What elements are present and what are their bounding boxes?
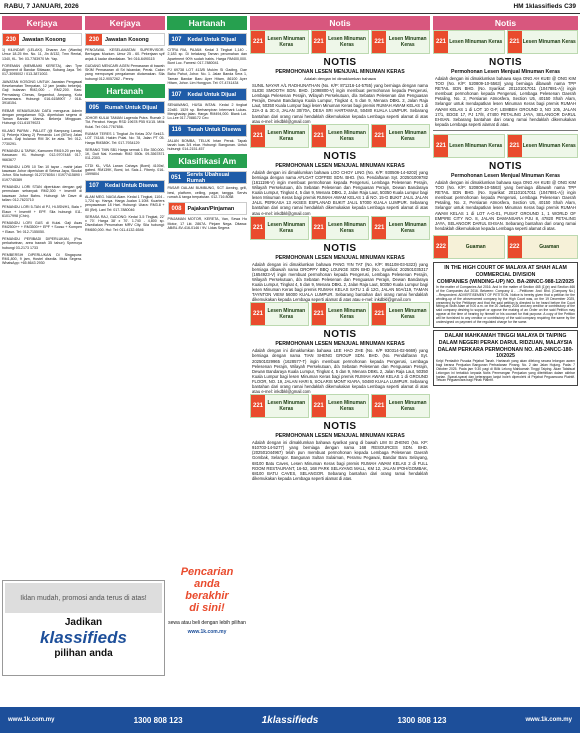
notice-subtitle: PERMOHONAN LESEN MENJUAL MINUMAN KERAS xyxy=(275,69,405,75)
page-header xyxy=(0,0,580,14)
court-notice xyxy=(433,262,578,328)
category-number: 107 xyxy=(169,89,185,100)
notice-list xyxy=(250,30,430,481)
klasifikasi-header: Klasifikasi Am xyxy=(168,154,248,168)
category-number: 221 xyxy=(434,135,448,157)
kerjaya-ads xyxy=(2,48,82,266)
category-name: Pajakan/Pinjaman xyxy=(187,205,235,212)
category-label: Lesen Minuman Keras xyxy=(388,308,427,321)
page-footer xyxy=(0,707,580,733)
notis-header: Notis xyxy=(250,16,430,30)
guaman-category xyxy=(433,235,505,259)
property-body: Kelpi Pentadbir Pusaka Pejabat Tanah. Hartanah yang akan dilelong secara lelongan awam bagi kerana Penjualan Bangunan Perbadanan Pinang. No. 2 dan Jalan Hujung. Pada: 7 Oktober 2025. Pada jam 9.30 pagi di Bilik Lelong Mahkamah Tinggi Taiping. Akan Tatabuat Lelongan ini tertakluk kepada Notis Penerangan Penjualan yang diterbitkan dalam akhbar harian. Syarat-syarat dan keterangan lanjut boleh diperolehi di Pejabat Peguamcara Plaintif. Tetuan Peguamcara bagi Pihak Plaintif. xyxy=(436,358,575,383)
list-item: SERANG TMN SB1 Harga semak 1 Ekr 350,000. 1K, Duit Nal. Kontrak: RM2 550k. 09-3567871 011-2303. xyxy=(85,147,165,161)
list-item: ALAM MEG. NAGA Alam. Kedai 1 Tingkat, 1104 - 1,724 sp. Hanya. Harga Jualan 1.10M. Kuarters penyawawan 18 Hari. Hubungi: Utara: RM3.8 + 80 (Brt). Lani Tel: 017-7880046 xyxy=(85,194,165,212)
category-number: 221 xyxy=(312,217,326,239)
page-section-title: HM 1klassifieds C39 xyxy=(513,3,576,10)
notice-title: NOTIS xyxy=(323,329,357,341)
notice-category-row xyxy=(433,134,578,158)
notice-category xyxy=(371,30,430,54)
notice-body: Adalah dengan ini dimaklumkan bahawa saya ONG AH KUEI @ ONG KIM TOO (No. K/P: 520809-10-5563) yang berniaga dibawah nama TPP RETAIL SDN BHD. (No. Syarikat: 201101017011 (1047881-A)) ingin membuat permohonan kepada Pengerusi, Lembaga Pelesenan Daerah Petaling, No. 2, Persiaran Atmosfera, Section U5, 40150 Shah Alam, Selangor untuk mendapatkan lesen Minuman Keras bagi premis RUMAH AWAM KELAS 1 di LOT 10 G-F, LEMBEH GROUND 3, NO 105, JALAN 17/1, EDGE 17, PJ 17/8, 47400 PETALING JAYA, SELANGOR DARUL EHSAN. Sebarang bantahan dari orang ramai hendaklah dikemukakan kepada Lembaga seperti alamat di atas. xyxy=(435,76,576,127)
right-notis-column xyxy=(433,16,578,711)
banner-subtitle: pilihan anda xyxy=(54,648,113,659)
list-item: JAWATAN KOSONG UNTUK Jawatan Pengawal Keselamatan Tempatan, 12 jam (waktu bekerja). Gaji bulanan RM2,000 - RM2,200. Kaw: Permatang Cheras, Segambut, Ampang, Kota Damansara. Hubungi: 016-6158907 / 018-3918154. xyxy=(2,79,82,106)
banner-sub: sewa atau beli dengan lebih pilihan xyxy=(168,620,246,626)
notice-title: NOTIS xyxy=(488,57,523,68)
notice-title: NOTIS xyxy=(323,150,357,162)
category-number: 221 xyxy=(251,125,265,147)
notice-body: Adalah dengan ini dimaklumkan bahawa syarikat yang di bawah LIM SI ZHENG (No. KP: 910703-14-5277) yang berniaga dengan nama 168 RESOURCES SDN. BHD. (202501044967) telah pun membuat permohonan kepada Lembaga Pelesenan Daerah Gombak, Selangor. Bangunan Sultan Sulaiman, Peramu Pegawai, Bandar Baru Selayang, 68100 Batu Caves, Lesen Minuman Keras bagi premis RUMAH AWAM KELAS 2 di FULL ROOM RESTAURANT, 16-52, 168 PARK SELAYANG MALL, KM 12, JALAN IPOH/GOMBAK, 68100 BATU CAVES, SELANGOR. Sebarang bantahan dari orang ramai hendaklah dikemukakan kepada Lembaga seperti alamat di atas. xyxy=(252,440,428,481)
notice-category xyxy=(250,216,309,240)
list-item: PEMANDU LORI GAS di Kulai. Gaji Asas RM2500++ + RM3500++ EPF + Socso + Kompen + Elaun. Tel: 012-7155050. xyxy=(2,221,82,234)
property-title: DALAM MAHKAMAH TINGGI MALAYA DI TAIPING xyxy=(444,332,567,339)
notice-subtitle: PERMOHONAN LESEN MENJUAL MINUMAN KERAS xyxy=(275,254,405,261)
footer-site-left[interactable]: www.1k.com.my xyxy=(8,717,55,723)
property-title: DALAM NEGERI PERAK DARUL RIDZUAN, MALAYSIA xyxy=(438,339,573,346)
category-name: Rumah Untuk Dijual xyxy=(105,104,158,111)
category-label: Lesen Minuman Keras xyxy=(522,142,576,149)
banner-tagline: Jadikan xyxy=(64,617,103,628)
notice-category xyxy=(311,394,370,418)
guaman-category xyxy=(507,235,579,259)
category-label: Lesen Minuman Keras xyxy=(388,36,427,48)
category-name: Tanah Untuk Disewa xyxy=(187,127,241,134)
notice-title: NOTIS xyxy=(323,57,357,68)
court-body: In the matter of Companies Act 2016. And In the matter of Section 465 (1)(e) and Section 466 of the Companies Act 2016. Between: Company A - ...Petitioner. And: Bhd. (Company No.) ...Respondent. ADVERTISEMENT OF PETITION. Notice is hereby given that a petition for the winding-up of the abovenamed company by the High Court was, on the 19 December 2025, presented by the Petitioner and that the said petition is directed to be heard before the Court sitting at Shah Alam at 9.00 a.m. on the 20 January 2026 and any creditor or contributory of the said company desiring to support or oppose the making of an Order on the said Petition may appear at the time of hearing by himself or his counsel for that purpose. A copy of the Petition will be furnished to any creditor or contributory of the said company requiring the same by the undersigned on payment of the regulated charge for the same. xyxy=(436,284,575,325)
notice-body: Adalah dengan ini dimaklumkan bahawa LEE HAO ZHE (No. K/P 930314-02-5669) yang berniaga dengan nama TIAN SHENG GROUP SDN. BHD. (No. Pendaftaran Syt. 202501029965 (1628577-T) ingin membuat permohonan kepada Pengerusi, Lembaga Pelesenan Perajin, Wilayah Persekutuan, d/a Sebatan Pelesenan dan Penguasan Perajin, Dewan Bandaraya Kuala Lumpur, Tingkat 4, 5 dan 9, Menara DBKL 2, Jalan Raja Laut, 50350 Kuala Lumpur bagi lesen Minuman Keras bagi premis RUMAH AWAM KELAS 1 di GROUND FLOOR, NO. 19, JALAN HARI 5, SOLARIS MONT KIARA, 50480 KUALA LUMPUR. Sebarang bantahan dari orang ramai hendaklah dikemukakan kepada Lembaga seperti alamat di atas atau e-mel: inkdbkl@gmail.com xyxy=(252,348,428,395)
list-item: PINJAMAN MOTOR, KERETA, Van, Sewa Ho Motor, 17 Lkt. 2867A. Pinjam Nega. Ditawa: AB/BL 8V-416-0146 / 9V. Lidas Segera xyxy=(167,217,247,230)
list-item: GUDANG MENCARI AGEN Pemasaran di bawah SKIM Pemasaran di Sri Iskandar, Perak. Calon yang mempunyai pengalaman diutamakan. Sila hubungi 012-9057262 - Penny. xyxy=(85,63,165,81)
category-label: Lesen Minuman Keras xyxy=(328,400,366,413)
notice-subtitle: PERMOHONAN LESEN MENJUAL MINUMAN KERAS xyxy=(275,162,405,169)
category-label: Lesen Minuman Keras xyxy=(328,308,366,321)
list-item: FOREMAN (MEMBAIKI KERETA), dan Tyre Alignment di Bandar Sitiawan, Subang Jaya. Tel: 017-3095002 / 013-3871002. xyxy=(2,63,82,77)
list-item: PENGAWAL KESELAMATAN SUPERVISOR. Bertugas: Muzium. Umur 25 - 60. Pekerjaan syif anjak & kadar disediakan. Tel: 016-6490115 xyxy=(85,48,165,61)
category-number: 221 xyxy=(372,303,386,325)
notice-category xyxy=(250,30,309,54)
list-item: PEMANDU LORI 5-TAN di PJ, Hi-5SN/H1, Bala + Elaun + Insentif + EPF. Sila hubungi: 011-61017998 (Chin). xyxy=(2,205,82,218)
kerjaya-header-2: Kerjaya xyxy=(85,16,165,30)
notice-category-row xyxy=(250,216,430,240)
notice-category-row xyxy=(250,30,430,54)
category-number: 221 xyxy=(372,31,386,53)
list-item: 1) KILINDAR (LELAKI). Dharan Am (Wanita) Umur 18-25 thn. No. 11, Jln 8/132, Tmn Rental, 1340, KL. Tel: 03-7783970 Mr. Yap. xyxy=(2,48,82,61)
category-label: Lesen Minuman Keras xyxy=(388,221,427,234)
category-label: Lesen Minuman Keras xyxy=(267,400,306,413)
notis-header-2: Notis xyxy=(433,16,578,30)
category-jawatan-kosong xyxy=(2,33,82,46)
notice-category-row xyxy=(433,30,578,54)
notice-category xyxy=(507,30,579,54)
court-division: COMMERCIAL DIVISION xyxy=(475,271,536,278)
banner-brand: klassifieds xyxy=(40,628,127,647)
list-item: PEMBERSIH DIPERLUKAN Di Singapura: RM1,800, 9 jam, Hostel disedia. Mula Segera. WhatsApp: +65 8643 2930 xyxy=(2,252,82,266)
notice-subtitle: PERMOHONAN LESEN MENJUAL MINUMAN KERAS xyxy=(275,433,405,440)
banner-site: www.1k.com.my xyxy=(187,629,227,635)
property-notice xyxy=(433,330,578,386)
notice-category xyxy=(250,394,309,418)
hartanah-column xyxy=(85,16,247,576)
notice-category-row xyxy=(250,302,430,326)
notice-category xyxy=(507,134,579,158)
category-label: Lesen Minuman Keras xyxy=(267,36,306,48)
list-item: RUMAH TERES 1 Tingkat Jln Kelas 20V Sek13. LOT 74148. Hakim Pulai. No: 78, Jalan PT 05. Harga RM380K. Tel: 017-7934129 xyxy=(85,131,165,145)
category-label: Lesen Minuman Keras xyxy=(267,308,306,321)
banner-line: Pencarian xyxy=(180,566,234,578)
banner-image xyxy=(5,583,162,613)
list-item: PEMANDU LORI 10 Tan 10 tayar - mahir jalan kawasan Johor diperlukan di Selesa Jaya, Skudai Johor. Sila hubungi: 0127278054 / 01977415890 / 0197745389 xyxy=(2,164,82,182)
category-jawatan-kosong-2 xyxy=(85,33,165,46)
category-number: 230 xyxy=(86,34,102,45)
list-item: REBAR KEMASUKAN DATA mengurus Admin dengan pengalaman SQL diperlukan segera di Taman Bandar Utama. Bekerja Mingguan. Hubungi: 011-61579023 xyxy=(2,108,82,126)
category-number: 221 xyxy=(251,303,265,325)
hartanah-header: Hartanah xyxy=(167,16,247,30)
list-item: SERASA RAJ, GADONG: Kedai 3-5 Tingkat, 22' x 70'. Harga 38' x 70'. 1.740 - 4,800 sp. Disediakan Perumahan MRV City. Sila hubungi: RM650,000. Hui: Tel: 011-4132-6546 xyxy=(85,214,165,232)
notice-title: NOTIS xyxy=(488,160,523,172)
category-label: Lesen Minuman Keras xyxy=(267,221,306,234)
notice-title: NOTIS xyxy=(323,242,357,254)
banner-line: anda xyxy=(194,578,220,590)
category-number: 221 xyxy=(372,217,386,239)
notice-category xyxy=(311,302,370,326)
category-label: Lesen Minuman Keras xyxy=(388,129,427,142)
notice-category-row xyxy=(250,394,430,418)
notice-category xyxy=(433,30,505,54)
banner-promo-text: Iklan mudah, promosi anda terus di atas! xyxy=(20,594,147,602)
category-number: 221 xyxy=(312,31,326,53)
footer-site-right[interactable]: www.1k.com.my xyxy=(525,717,572,723)
hartanah-subheader: Hartanah xyxy=(85,84,165,98)
list-item: SENAWANG, HUSA INTAN. Kedai 2 tingkat 22x80. 1529 sp. Berhampiran Intermark Lukas. Menghadap jalan. Harga: RM494,000. Blank Lot. Lo-Lee 017-7088172 Ceo xyxy=(167,103,247,121)
category-number: 230 xyxy=(3,34,19,45)
category-number: 051 xyxy=(169,172,184,183)
category-name: Kedai Untuk Dijual xyxy=(187,91,237,98)
divider xyxy=(433,130,578,131)
category-label: Lesen Minuman Keras xyxy=(328,221,366,234)
category-number: 221 xyxy=(251,217,265,239)
notice-category xyxy=(311,216,370,240)
category-label: Lesen Minuman Keras xyxy=(267,129,306,142)
category-label: Lesen Minuman Keras xyxy=(328,36,366,48)
category-name: Jawatan Kosong xyxy=(22,36,66,43)
category-tanah-disewa xyxy=(168,124,248,137)
page-date: RABU, 7 JANUARI, 2026 xyxy=(4,3,79,10)
list-item: JALAN BOMBA, TELUK Intan Perak. Tapak tanah luas 3/4 ekar. Hubungi: Bangunan. Untuk hubungi: 014-2151.457 xyxy=(167,138,247,152)
notice-category xyxy=(433,134,505,158)
category-label: Guaman xyxy=(539,243,560,250)
category-number: 221 xyxy=(312,303,326,325)
category-number: 221 xyxy=(372,125,386,147)
notice-body: Adalah dengan ini dimaklumkan bahawa LOO CHOY LING (No. K/P: 930506-14-6202) yang berniaga dengan nama AFLOAT COFFEE SDN. BHD. (No. Pendaftaran Syt. 202501009782 (1611196-V) ingin membuat permohonan kepada Pengerusi, Lembaga Pelesenan Perajin, Wilayah Persekutuan, d/a Sebatan Pelesenan dan Penguasan Perajin, Dewan Bandaraya Kuala Lumpur, Tingkat 4, 5 dan 9, Menara DBKL 2, Jalan Raja Laut, 50350 Kuala Lumpur bagi lesen Minuman Keras bagi premis RUMAH AWAM KELAS 1 di NO. 15-G BUKIT JALIL JALAN JALIL PERKASA 13 AKSES ESPLANAD BUKIT JALIL 57000 KUALA LUMPUR. Sebarang bantahan dari orang ramai hendaklah dikemukakan kepada Lembaga seperti alamat di atas atau e-mel: inkdbkl@gmail.com xyxy=(252,169,428,216)
category-number: 221 xyxy=(434,31,448,53)
list-item: KILANG PAPAN - PALLET (@ Kampung Lanas) 1) Pekerja Kilang 2) Pemandu Lori (BTon) Jalan Lanok. Gaji bulanan RM 3K ke atas. Tel: 012-7730291. xyxy=(2,128,82,146)
category-number: 008 xyxy=(169,203,185,214)
notice-category xyxy=(371,124,430,148)
banner-line: berakhir xyxy=(185,590,229,602)
category-label: Lesen Minuman Keras xyxy=(328,129,366,142)
notice-title: NOTIS xyxy=(323,421,357,433)
klassifieds-banner[interactable] xyxy=(2,580,165,676)
banner-line: di sini! xyxy=(189,602,225,614)
category-servis-ubahsuai xyxy=(168,171,248,184)
category-number: 222 xyxy=(434,236,448,258)
category-label: Lesen Minuman Keras xyxy=(522,39,576,45)
category-number: 107 xyxy=(86,181,102,192)
category-label: Guaman xyxy=(465,243,486,250)
list-item: CITRA RIA, PAJAM. Kedai 3 Tingkat 1,140 - 2,183 sp. Di belakang Taman perumahan dan Apartment 90% sudah habis. Harga RM400,000. Bunt Luc. Famesi: 017-7880041 xyxy=(167,48,247,65)
category-label: Lesen Minuman Keras xyxy=(449,39,503,45)
notice-category xyxy=(371,216,430,240)
notice-subtitle: Permohonan Lesen Menjual Minuman Keras xyxy=(451,69,560,75)
category-name: Kedai Untuk Dijual xyxy=(187,36,237,43)
category-kedai-dijual-2 xyxy=(168,88,248,101)
category-name: Jawatan Kosong xyxy=(105,36,149,43)
notice-subtitle: Permohonan Lesen Menjual Minuman Keras xyxy=(451,172,560,179)
category-number: 221 xyxy=(508,31,522,53)
category-number: 221 xyxy=(312,125,326,147)
court-title: IN THE HIGH COURT OF MALAYA AT SHAH ALAM xyxy=(444,264,567,271)
category-number: 107 xyxy=(169,34,185,45)
kerjaya-header: Kerjaya xyxy=(2,16,82,30)
list-item: PEMANDU & TAPAK, Kamunen RM19-20 per trip. Kawasan: KL Hubungi: 012-9707448 017-9663677 xyxy=(2,148,82,162)
list-item: PJ 69738 LOT 413/B Mukim Si Gading, Dae Bahu Pahut, Johor. No. 1. Jalan Banda Sera 1, Taman Bandar Baru Ayer Hitam, 86100 Ayer Hitam, Johor. Lim Hongyun. Tel: 07-4741434 xyxy=(167,68,247,86)
notice-body: Adalah dengan ini dimaklumkan bahawa PANG YIN TAT (No. K/P: 951108-03-5323) yang berniaga dibawah nama DROPPY BBQ LOUNGE SDN BHD (No. Syarikat: 202501035317 (1654923-V) ingin membuat permohonan kepada Pengerusi, Lembaga Pelesenan Perajin, Wilayah Persekutuan, d/a Sebatan Pelesenan dan Penguasan Perajin, Dewan Bandaraya Kuala Lumpur, Tingkat 4, 5 dan 9, Menara DBKL 2, Jalan Raja Laut, 50350 Kuala Lumpur bagi lesen Minuman Keras bagi premis RUMAH KELAS SATU 1 di 12G, JALAN 50A/119, TAMAN TAYNTON VIEW 56000 KUALA LUMPUR. Sebarang bantahan dari orang ramai hendaklah dikemukakan kepada Lembaga seperti alamat di atas atau e-mel: inkdbkl@gmail.com xyxy=(252,261,428,303)
category-number: 221 xyxy=(508,135,522,157)
category-rumah-dijual xyxy=(85,101,165,114)
notice-subtitle: PERMOHONAN LESEN MENJUAL MINUMAN KERAS xyxy=(275,341,405,348)
category-kedai-disewa xyxy=(85,180,165,193)
notice-category xyxy=(311,124,370,148)
notice-body: SUNIL NAYAR A/L RADHUNATHAN (No. K/P: 871216-14-5755) yang berniaga dengan nama SLIDE SMOOTH SDN. BHD. (1098800-V) ingin membuat permohonan kepada Pengerusi, Lembaga Pelesenan Perajin, Wilayah Persekutuan, d/a Sebatan Pelesenan dan Penguasan Perajin, Dewan Bandaraya Kuala Lumpur, Tingkat 4, 5 dan 9, Menara DBKL 2, Jalan Raja Laut, 50350 Kuala Lumpur bagi lesen Minuman Keras bagi premis RUMAH AWAM KELAS 1 di 22A-3 & 3C-3, JALAN 30/70A, DESA SRI HARTAMAS, 50480 KUALA LUMPUR. Sebarang bantahan dari orang ramai hendaklah dikemukakan kepada Lembaga seperti alamat di atas atau e-mel: inkdbkl@gmail.com xyxy=(252,83,428,124)
category-number: 221 xyxy=(372,395,386,417)
footer-phone-left[interactable]: 1300 808 123 xyxy=(133,715,183,725)
category-label: Lesen Minuman Keras xyxy=(388,400,427,413)
notice-category xyxy=(250,124,309,148)
notice-category xyxy=(311,30,370,54)
footer-brand: 1klassifieds xyxy=(261,714,319,726)
notice-intro: Adalah dengan ini dimaklumkan bahawa xyxy=(304,76,376,81)
list-item: JOHOR KULAI TAMAN Lagenda Putra. Rumah 2 Tkt. Perabot. Harga: RSD 19678 P55 91/15. Milik Kulai. Tel: 016-7767656. xyxy=(85,116,165,129)
notis-column xyxy=(250,16,430,711)
category-number: 116 xyxy=(169,125,185,136)
category-number: 221 xyxy=(312,395,326,417)
notice-body: Adalah dengan ini dimaklumkan bahawa saya ONG AH KUEI @ ONG KIM TOO (No. K/P: 520809-10-5563) yang berniaga dibawah nama TPP RETAIL SDN BHD. (No. Syarikat: 201101017011 (1047881-A)) ingin membuat permohonan kepada Pengerusi, Lembaga Pelesenan Daerah Petaling, No. 2, Persiaran Atmosfera, Section U5, 40150 Shah Alam, Selangor untuk mendapatkan lesen Minuman Keras bagi premis RUMAH AWAM KELAS 1 di LOT A-G-01, PUSAT GROUND 1, 1 WORLD OF EMPIRE CITY NO. 8, JALAN DAMANSARA PJU 8, 47820 PETALING JAYA, SELANGOR DARUL EHSAN. Sebarang bantahan dari orang ramai hendaklah dikemukakan kepada Lembaga seperti alamat di atas. xyxy=(435,179,576,231)
category-number: 095 xyxy=(86,102,102,113)
pencarian-banner[interactable] xyxy=(167,560,247,676)
footer-phone-right[interactable]: 1300 808 123 xyxy=(397,715,447,725)
property-title: DALAM PERKARA PERMOHONAN NO. AB-24NCC-180-10/2025 xyxy=(437,346,574,359)
category-pajakan xyxy=(168,202,248,215)
category-number: 221 xyxy=(251,395,265,417)
category-number: 221 xyxy=(251,31,265,53)
list-item: PEMANDU LORI STAN diperlukan dengan gaji permulaan sebanyak RM2,300 + insentif di kawasan Johor Bahru. Hubungi: Mr Dave di talian: 012-7623710 xyxy=(2,185,82,202)
category-label: Lesen Minuman Keras xyxy=(449,142,503,149)
list-item: PASAR DALAM BUMBUNG, SCT Awning, grill, besi, platform, ceiling, pagar, tangga. Servis rumah & tanga berpatutan. 012-716 8058 xyxy=(167,186,247,200)
notice-category xyxy=(371,302,430,326)
category-name: Servis Ubahsuai Rumah xyxy=(186,171,230,184)
category-name: Kedai Untuk Disewa xyxy=(105,183,158,190)
notice-category-row xyxy=(250,124,430,148)
guaman-row xyxy=(433,235,578,259)
notice-category xyxy=(371,394,430,418)
court-case-number: COMPANIES (WINDING-UP) NO. BA-28NCC-988-12/2025 xyxy=(436,278,575,285)
list-item: CTDI KL, VSA Lanan Cahaya (Bomi) 4100sf, gabed. RM139K, Bomi, lot. Saiz-1. Fiberiy. 016-1599804 xyxy=(85,163,165,177)
category-kedai-dijual xyxy=(168,33,248,46)
notice-category xyxy=(250,302,309,326)
list-item: PEMANDU PERIBADI DIPERLUKAN, (Pra-perkahwinan, area bawah 35 tahun) Spemoya hubungi 03-2173 1733 xyxy=(2,236,82,250)
kerjaya-column xyxy=(2,16,82,576)
category-number: 222 xyxy=(508,236,522,258)
